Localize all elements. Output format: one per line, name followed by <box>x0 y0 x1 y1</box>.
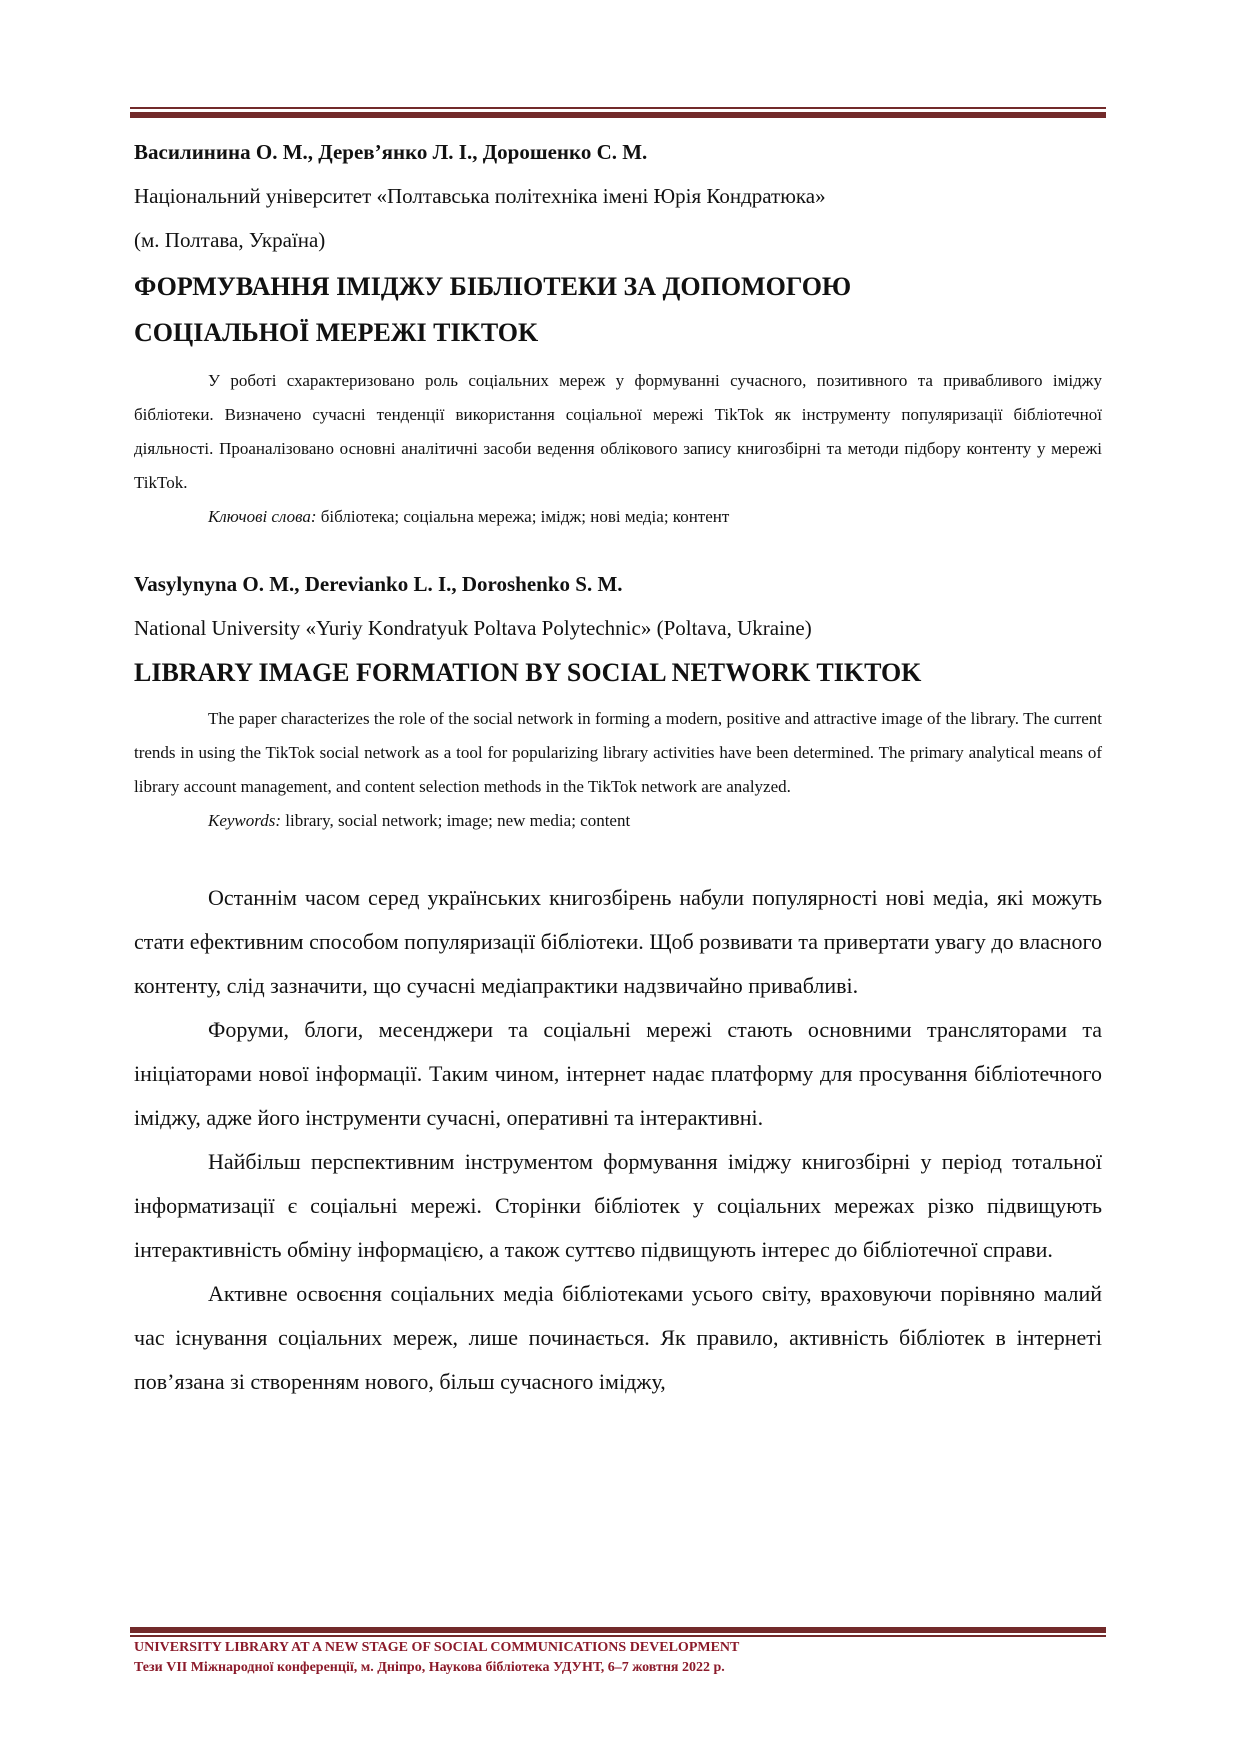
keywords-list-en: library, social network; image; new media; content <box>281 811 631 830</box>
footer-conference-details: Тези VII Міжнародної конференції, м. Дніпро, Наукова бібліотека УДУНТ, 6–7 жовтня 2022 р. <box>134 1660 725 1675</box>
abstract-en: The paper characterizes the role of the social network in forming a modern, positive and attractive image of the library. The current trends in using the TikTok social network as a tool for popularizing library activities have been determined. The primary analytical means of library account management, and content selection methods in the TikTok network are analyzed. <box>134 709 1102 796</box>
keywords-list-ua: бібліотека; соціальна мережа; імідж; нові медіа; контент <box>316 507 730 526</box>
body-paragraph: Форуми, блоги, месенджери та соціальні мережі стають основними трансляторами та ініціаторами нової інформації. Таким чином, інтернет надає платформу для просування бібліотечного іміджу, адже його інструменти сучасні, оперативні та інтерактивні. <box>134 1017 1102 1130</box>
title-en: LIBRARY IMAGE FORMATION BY SOCIAL NETWORK TIKTOK <box>134 658 922 687</box>
title-ua-line2: СОЦІАЛЬНОЇ МЕРЕЖІ TIKTOK <box>134 318 539 347</box>
affiliation-ua-line1: Національний університет «Полтавська політехніка імені Юрія Кондратюка» <box>134 184 826 208</box>
page-content <box>134 130 1102 1404</box>
keywords-label-en: Keywords: <box>208 811 282 830</box>
affiliation-en: National University «Yuriy Kondratyuk Poltava Polytechnic» (Poltava, Ukraine) <box>134 616 812 640</box>
body-paragraph: Найбільш перспективним інструментом формування іміджу книгозбірні у період тотальної інформатизації є соціальні мережі. Сторінки бібліотек у соціальних мережах різко підвищують інтерактивність обміну інформацією, а також суттєво підвищують інтерес до бібліотечної справи. <box>134 1149 1102 1262</box>
footer <box>134 1638 739 1678</box>
body-paragraph: Останнім часом серед українських книгозбірень набули популярності нові медіа, які можуть стати ефективним способом популяризації бібліотеки. Щоб розвивати та привертати увагу до власного контенту, слід зазначити, що сучасні медіапрактики надзвичайно привабливі. <box>134 885 1102 998</box>
title-ua-line1: ФОРМУВАННЯ ІМІДЖУ БІБЛІОТЕКИ ЗА ДОПОМОГОЮ <box>134 272 852 301</box>
footer-conference-title: UNIVERSITY LIBRARY AT A NEW STAGE OF SOCIAL COMMUNICATIONS DEVELOPMENT <box>134 1640 740 1655</box>
footer-rule <box>130 1627 1106 1637</box>
body-paragraph: Активне освоєння соціальних медіа бібліотеками усього світу, враховуючи порівняно малий час існування соціальних мереж, лише починається. Як правило, активність бібліотек в інтернеті пов’язана зі створенням нового, більш сучасного іміджу, <box>134 1281 1102 1394</box>
authors-en: Vasylynyna O. M., Derevianko L. I., Doroshenko S. M. <box>134 572 623 596</box>
keywords-ua <box>134 500 1102 534</box>
affiliation-ua-line2: (м. Полтава, Україна) <box>134 228 326 252</box>
authors-ua: Василинина О. М., Дерев’янко Л. І., Дорошенко С. М. <box>134 140 648 164</box>
keywords-en <box>134 804 1102 838</box>
abstract-ua: У роботі схарактеризовано роль соціальних мереж у формуванні сучасного, позитивного та привабливого іміджу бібліотеки. Визначено сучасні тенденції використання соціальної мережі TikTok як інструменту популяризації бібліотечної діяльності. Проаналізовано основні аналітичні засоби ведення облікового запису книгозбірні та методи підбору контенту у мережі TikTok. <box>134 371 1102 492</box>
keywords-label-ua: Ключові слова: <box>208 507 317 526</box>
header-rule <box>130 107 1106 118</box>
body-text <box>134 876 1102 1404</box>
